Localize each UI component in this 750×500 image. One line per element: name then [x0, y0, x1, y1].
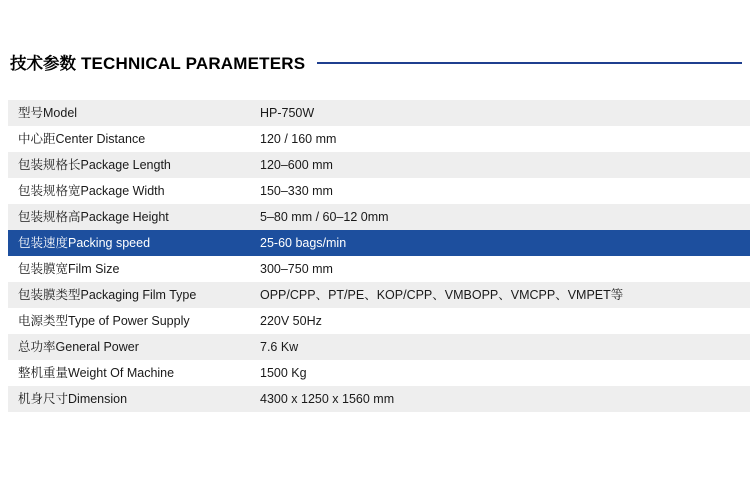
table-cell-label: [8, 100, 250, 126]
table-cell-value: 120–600 mm: [250, 152, 750, 178]
table-cell-label: [8, 360, 250, 386]
label-en: Dimension: [68, 392, 128, 406]
table-cell-label: [8, 308, 250, 334]
label-en: Package Width: [80, 184, 165, 198]
page-title-en-text: TECHNICAL PARAMETERS: [80, 54, 306, 73]
label-cn: 中心距: [18, 132, 56, 146]
table-row-highlighted: [8, 230, 750, 256]
specifications-table-body: [8, 100, 750, 412]
page-title-cn: 技术参数: [10, 55, 76, 73]
label-cn: 机身尺寸: [18, 392, 69, 406]
label-en: Package Height: [80, 210, 169, 224]
label-en: Packaging Film Type: [80, 288, 197, 302]
table-row: [8, 204, 750, 230]
table-cell-value: 5–80 mm / 60–12 0mm: [250, 204, 750, 230]
page-title: [10, 50, 742, 74]
page-title-text: [10, 50, 305, 74]
table-cell-label: [8, 386, 250, 412]
table-row: [8, 282, 750, 308]
table-row: [8, 334, 750, 360]
table-row: [8, 178, 750, 204]
table-row: [8, 360, 750, 386]
table-cell-label: [8, 204, 250, 230]
label-cn: 型号: [18, 106, 44, 120]
table-row: [8, 152, 750, 178]
table-cell-value: 4300 x 1250 x 1560 mm: [250, 386, 750, 412]
table-row: [8, 126, 750, 152]
label-cn: 包装膜类型: [18, 288, 81, 302]
label-en: Model: [43, 106, 78, 120]
table-cell-value: 25-60 bags/min: [250, 230, 750, 256]
label-cn: 包装规格高: [18, 210, 81, 224]
specifications-table: [8, 100, 750, 412]
table-row: [8, 256, 750, 282]
table-cell-label: [8, 152, 250, 178]
table-cell-value: 150–330 mm: [250, 178, 750, 204]
label-en: Type of Power Supply: [68, 314, 190, 328]
table-cell-value: HP-750W: [250, 100, 750, 126]
table-cell-label: [8, 282, 250, 308]
label-cn: 总功率: [18, 340, 56, 354]
table-cell-label: [8, 126, 250, 152]
label-en: Film Size: [68, 262, 120, 276]
label-cn: 电源类型: [18, 314, 69, 328]
table-row: [8, 386, 750, 412]
table-cell-value: 120 / 160 mm: [250, 126, 750, 152]
label-cn: 整机重量: [18, 366, 69, 380]
label-cn: 包装规格长: [18, 158, 81, 172]
label-cn: 包装速度: [18, 236, 69, 250]
table-row: [8, 100, 750, 126]
label-cn: 包装膜宽: [18, 262, 69, 276]
title-divider: [317, 62, 742, 64]
table-row: [8, 308, 750, 334]
table-cell-value: 7.6 Kw: [250, 334, 750, 360]
table-cell-label: [8, 178, 250, 204]
label-cn: 包装规格宽: [18, 184, 81, 198]
table-cell-label: [8, 230, 250, 256]
table-cell-label: [8, 256, 250, 282]
table-cell-value: OPP/CPP、PT/PE、KOP/CPP、VMBOPP、VMCPP、VMPET等: [250, 282, 750, 308]
table-cell-value: 1500 Kg: [250, 360, 750, 386]
table-cell-label: [8, 334, 250, 360]
label-en: Package Length: [80, 158, 171, 172]
label-en: Center Distance: [55, 132, 146, 146]
table-cell-value: 220V 50Hz: [250, 308, 750, 334]
label-en: Packing speed: [68, 236, 151, 250]
table-cell-value: 300–750 mm: [250, 256, 750, 282]
label-en: General Power: [55, 340, 139, 354]
label-en: Weight Of Machine: [68, 366, 175, 380]
